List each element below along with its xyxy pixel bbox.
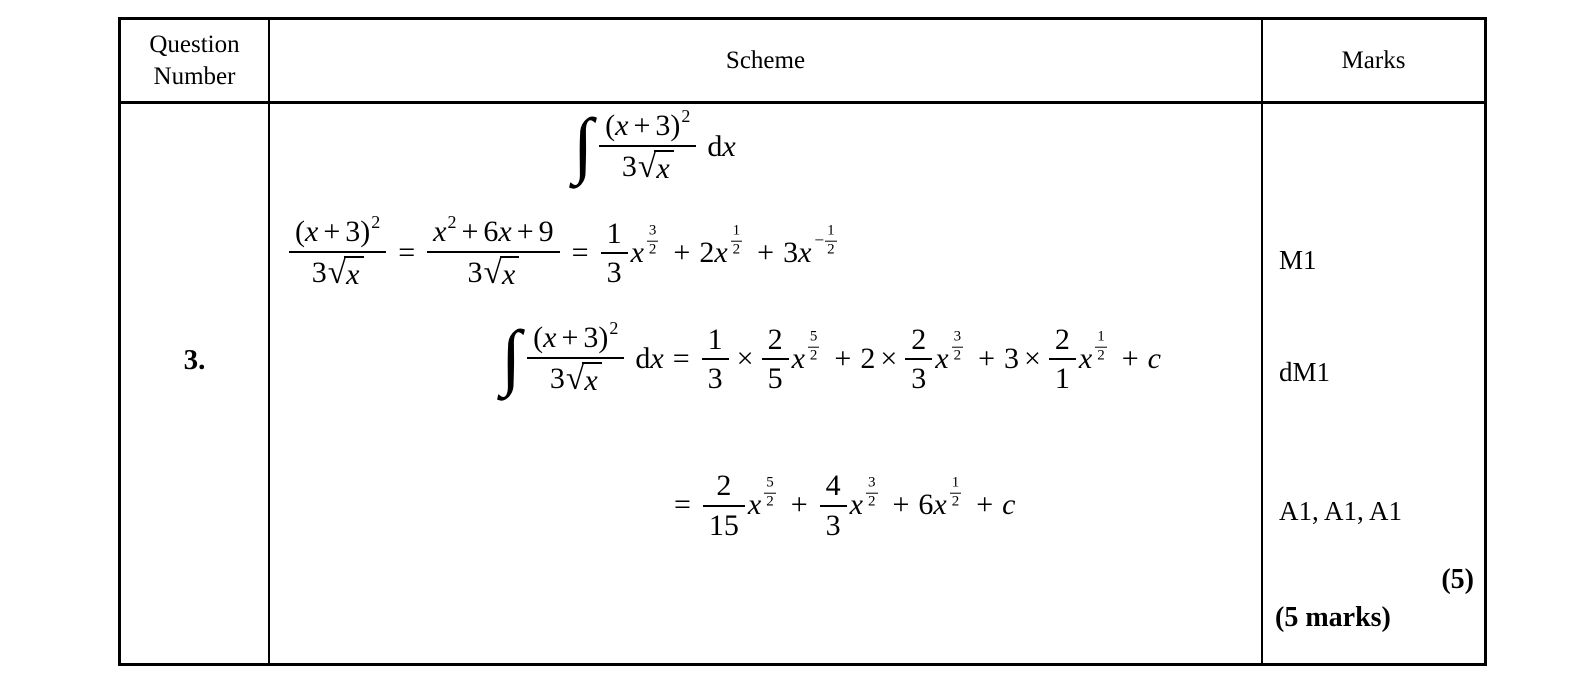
math-text: x: [584, 363, 598, 397]
math-text: =: [398, 235, 416, 269]
math-text: x: [849, 488, 863, 522]
math-text: x: [346, 257, 360, 291]
math-fsup: 3 2: [868, 474, 876, 510]
math-text: +: [633, 109, 651, 142]
math-text: x: [798, 235, 812, 269]
math-sup: [371, 213, 380, 231]
math-text: 3: [825, 508, 841, 542]
math-frac: [601, 218, 628, 289]
mark-scheme-table: [118, 17, 1487, 666]
math-text: +: [1121, 341, 1139, 375]
math-text: ): [670, 109, 681, 142]
math-text: x: [630, 235, 644, 269]
math-text: 3: [655, 109, 671, 142]
math-text: +: [561, 321, 579, 354]
math-fsup: 3 2: [953, 328, 962, 364]
math-text: 3: [606, 256, 622, 289]
math-text: x: [650, 341, 664, 375]
math-text: 2: [681, 105, 691, 126]
math-text: 1: [1054, 362, 1070, 395]
math-text: 1: [606, 216, 622, 250]
mark-dm1: dM1: [1279, 357, 1331, 387]
scheme-line-integral: [573, 103, 736, 185]
math-text: x: [1078, 341, 1093, 375]
math-text: ×: [736, 341, 754, 375]
math-text: +: [673, 235, 691, 269]
math-frac: [703, 470, 745, 541]
math-text: (: [295, 215, 305, 248]
math-text: 2: [371, 211, 381, 232]
mark-total-words: (5 marks): [1275, 602, 1391, 633]
math-text: =: [571, 235, 589, 269]
header-marks-label: Marks: [1341, 46, 1406, 74]
math-text: x: [933, 488, 947, 522]
math-text: x: [722, 129, 736, 163]
math-text: x: [747, 488, 762, 522]
math-text: 6: [483, 215, 499, 248]
header-question-number-label: Question Number: [149, 31, 240, 90]
math-text: (: [533, 321, 544, 354]
math-text: 2: [1054, 322, 1070, 356]
mark-paren-total: (5): [1441, 564, 1474, 595]
question-number: 3.: [183, 344, 206, 376]
math-text: +: [790, 488, 808, 522]
math-text: 15: [708, 508, 739, 542]
math-frac: [1049, 324, 1076, 395]
math-text: x: [501, 257, 516, 291]
math-text: x: [656, 151, 670, 185]
math-frac: [599, 105, 696, 185]
scheme-cell: [270, 104, 1263, 663]
math-text: 3: [911, 362, 927, 395]
header-scheme-label: Scheme: [725, 46, 806, 74]
math-fsup: 1 2: [732, 222, 741, 258]
math-text: 3: [1003, 341, 1019, 375]
math-sup: [448, 213, 457, 231]
math-text: 9: [538, 215, 554, 248]
math-fsup: 5 2: [809, 328, 818, 364]
scheme-line-simplified: [674, 470, 1016, 541]
math-text: x: [935, 341, 949, 375]
math-text: 2: [699, 235, 715, 269]
header-scheme: [270, 20, 1263, 104]
math-text: +: [892, 488, 910, 522]
math-text: 3: [583, 321, 599, 354]
math-text: (: [605, 109, 616, 142]
math-text: ×: [1023, 341, 1041, 375]
radical-icon: √ x: [638, 150, 674, 185]
math-frac: [289, 211, 386, 291]
math-text: 6: [918, 488, 934, 522]
math-text: x: [543, 321, 557, 354]
math-text: +: [323, 215, 341, 248]
integral-icon: ∫: [573, 103, 594, 185]
math-frac: [820, 470, 847, 541]
math-text: +: [516, 215, 534, 248]
math-text: ): [360, 215, 371, 248]
math-text: 3: [467, 256, 483, 289]
math-text: d: [635, 341, 651, 375]
math-text: x: [498, 215, 512, 248]
question-number-cell: [121, 104, 270, 663]
math-text: 3: [345, 215, 361, 248]
math-text: 3: [707, 362, 723, 395]
radical-icon: √ x: [484, 256, 520, 291]
math-text: 3: [311, 256, 327, 289]
math-text: 1: [707, 322, 723, 356]
math-text: 3: [621, 150, 637, 183]
math-text: x: [433, 215, 447, 248]
math-fsup: 1 2: [951, 474, 960, 510]
math-text: +: [461, 215, 479, 248]
math-frac: [702, 324, 729, 395]
math-frac: [527, 317, 624, 397]
math-text: 2: [716, 469, 732, 502]
math-text: c: [1002, 488, 1016, 522]
math-fsup: − $\frac{1}{2}$: [814, 222, 835, 258]
math-text: x: [305, 215, 319, 248]
marks-cell: [1263, 104, 1484, 663]
math-fsup: 3 2: [648, 222, 657, 258]
math-text: d: [707, 129, 723, 163]
math-text: 2: [447, 211, 457, 232]
math-text: +: [757, 235, 775, 269]
math-text: 2: [767, 322, 783, 356]
math-text: 4: [825, 469, 841, 502]
math-text: x: [714, 235, 728, 269]
math-sup: [609, 319, 618, 337]
math-text: ): [598, 321, 609, 354]
scheme-line-integration: [501, 315, 1161, 397]
header-question-number: [121, 20, 270, 104]
math-text: +: [834, 341, 852, 375]
math-text: 2: [911, 322, 927, 356]
math-frac: [762, 324, 789, 395]
integral-icon: ∫: [501, 315, 522, 397]
math-sup: [681, 107, 690, 125]
math-text: c: [1147, 341, 1161, 375]
math-text: x: [615, 109, 629, 142]
header-marks: [1263, 20, 1484, 104]
math-fsup: 5 2: [766, 474, 774, 510]
math-text: 5: [767, 362, 783, 395]
math-text: 2: [609, 317, 619, 338]
math-fsup: 1 2: [1097, 328, 1105, 364]
math-text: =: [672, 341, 690, 375]
math-text: x: [791, 341, 805, 375]
math-frac: [905, 324, 932, 395]
math-text: ×: [880, 341, 898, 375]
math-text: +: [976, 488, 994, 522]
math-text: 3: [549, 362, 565, 395]
math-text: 3: [783, 235, 799, 269]
math-text: +: [978, 341, 995, 375]
scheme-line-expansion: [286, 211, 843, 291]
math-text: =: [674, 488, 691, 522]
mark-m1: M1: [1279, 245, 1317, 275]
radical-icon: √ x: [328, 256, 364, 291]
mark-a1: A1, A1, A1: [1279, 496, 1403, 526]
math-frac: [427, 211, 560, 291]
radical-icon: √ x: [566, 362, 602, 397]
math-text: 2: [860, 341, 876, 375]
